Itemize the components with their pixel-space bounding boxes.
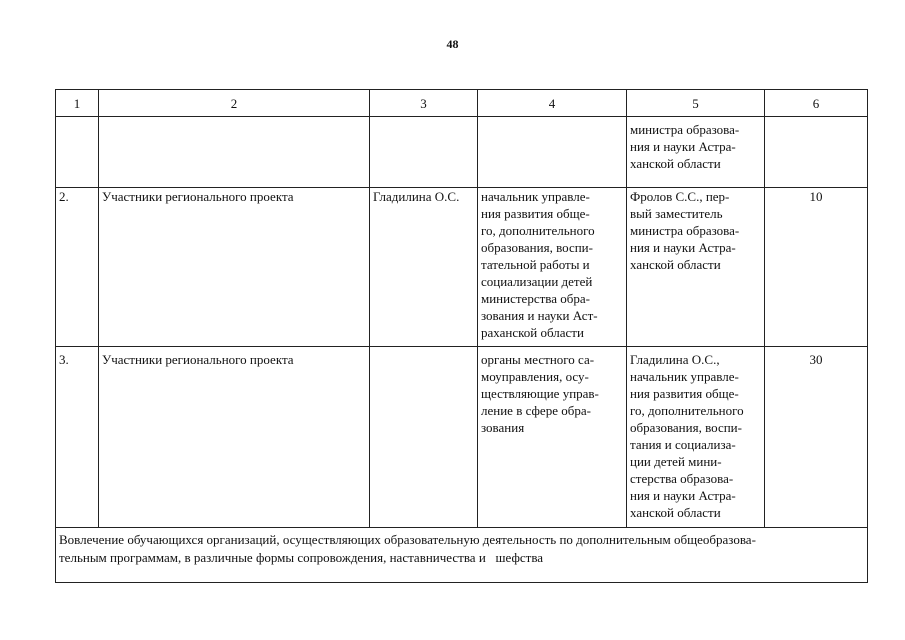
- text-line: тельным программам, в различные формы сопровождения, наставничества и шефства: [59, 550, 544, 565]
- text-line: начальник управле-: [630, 369, 739, 384]
- text-line: Фролов С.С., пер-: [630, 189, 730, 204]
- text-line: ния и науки Астра-: [630, 488, 736, 503]
- text-line: органы местного са-: [481, 352, 595, 367]
- text-line: тательной работы и: [481, 257, 590, 272]
- text-line: начальник управле-: [481, 189, 590, 204]
- cell-person: [370, 117, 478, 188]
- text-line: министерства обра-: [481, 291, 590, 306]
- text-line: вый заместитель: [630, 206, 723, 221]
- text-line: тания и социализа-: [630, 437, 736, 452]
- table-row: [56, 117, 868, 188]
- text-line: моуправления, осу-: [481, 369, 589, 384]
- cell-supervisor: [627, 188, 765, 347]
- cell-role: [478, 188, 627, 347]
- header-cell-1: 1: [56, 90, 99, 117]
- cell-supervisor: [627, 347, 765, 528]
- header-cell-3: 3: [370, 90, 478, 117]
- text-line: ния и науки Астра-: [630, 240, 736, 255]
- table-row: [56, 188, 868, 347]
- header-cell-4: 4: [478, 90, 627, 117]
- section-heading: [56, 528, 868, 583]
- cell-role: [478, 347, 627, 528]
- cell-num: 3.: [56, 347, 99, 528]
- text-line: образования, воспи-: [481, 240, 593, 255]
- text-line: ния развития обще-: [630, 386, 739, 401]
- text-line: ния развития обще-: [481, 206, 590, 221]
- cell-supervisor: [627, 117, 765, 188]
- cell-value: [765, 117, 868, 188]
- text-line: ханской области: [630, 156, 721, 171]
- text-line: го, дополнительного: [630, 403, 744, 418]
- text-line: Гладилина О.С.,: [630, 352, 720, 367]
- text-line: Вовлечение обучающихся организаций, осуществляющих образовательную деятельность по дополнительным общеобразова-: [59, 532, 756, 547]
- project-table: [55, 89, 868, 583]
- cell-person: [370, 347, 478, 528]
- cell-participant: Участники регионального проекта: [99, 188, 370, 347]
- text-line: раханской области: [481, 325, 584, 340]
- section-heading-row: [56, 528, 868, 583]
- text-line: министра образова-: [630, 223, 740, 238]
- cell-num: [56, 117, 99, 188]
- text-line: стерства образова-: [630, 471, 734, 486]
- header-cell-6: 6: [765, 90, 868, 117]
- cell-num: 2.: [56, 188, 99, 347]
- text-line: ществляющие управ-: [481, 386, 599, 401]
- text-line: ции детей мини-: [630, 454, 722, 469]
- text-line: министра образова-: [630, 122, 740, 137]
- text-line: ханской области: [630, 505, 721, 520]
- text-line: го, дополнительного: [481, 223, 595, 238]
- text-line: зования и науки Аст-: [481, 308, 598, 323]
- page-number: 48: [446, 37, 459, 51]
- cell-person: Гладилина О.С.: [370, 188, 478, 347]
- text-line: образования, воспи-: [630, 420, 742, 435]
- cell-participant: Участники регионального проекта: [99, 347, 370, 528]
- cell-role: [478, 117, 627, 188]
- table-row: [56, 347, 868, 528]
- header-cell-5: 5: [627, 90, 765, 117]
- cell-value: 30: [765, 347, 868, 528]
- text-line: социализации детей: [481, 274, 593, 289]
- cell-participant: [99, 117, 370, 188]
- text-line: ление в сфере обра-: [481, 403, 591, 418]
- text-line: ния и науки Астра-: [630, 139, 736, 154]
- cell-value: 10: [765, 188, 868, 347]
- text-line: зования: [481, 420, 525, 435]
- header-row: [56, 90, 868, 117]
- header-cell-2: 2: [99, 90, 370, 117]
- text-line: ханской области: [630, 257, 721, 272]
